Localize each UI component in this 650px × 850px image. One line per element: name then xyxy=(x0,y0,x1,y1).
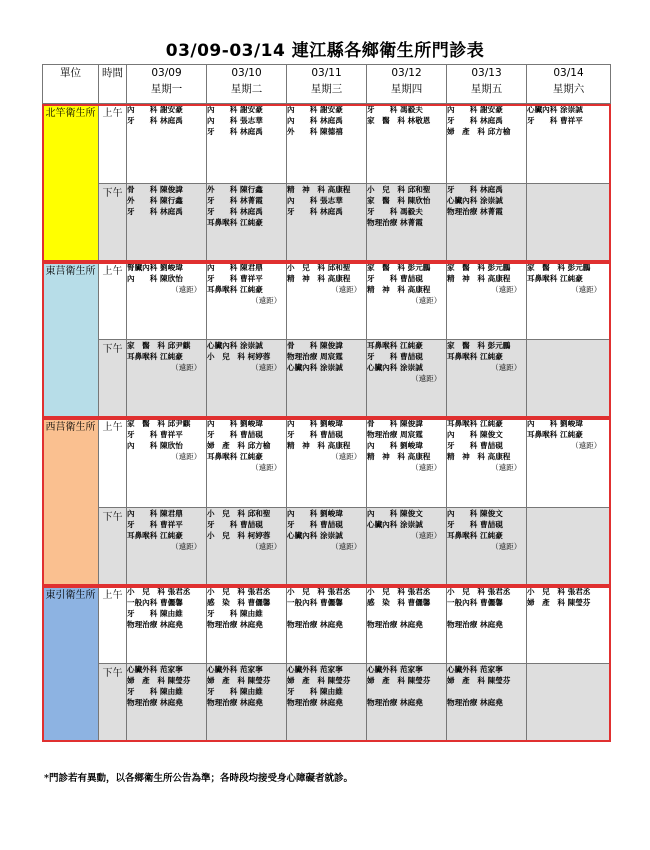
doctor-entry: 牙 科 陳由維 xyxy=(287,687,343,696)
doctor-entry: 耳鼻喉科 江純豪 xyxy=(127,531,183,540)
doctor-entry: 小 兒 科 張君丞 xyxy=(207,587,271,596)
doctor-entry: 心臟外科 范家寧 xyxy=(207,665,263,674)
remote-note: （遠距） xyxy=(171,285,202,294)
schedule-cell xyxy=(207,418,287,508)
day-date: 03/12 xyxy=(391,67,422,79)
doctor-entry: 骨 科 陳俊諱 xyxy=(287,341,343,350)
doctor-entry: 家 醫 科 邱尹麒 xyxy=(127,341,191,350)
doctor-entry: 心臟內科 涂崇誠 xyxy=(287,531,343,540)
afternoon-label: 下午 xyxy=(99,340,127,418)
doctor-entry: 物理治療 林菁霞 xyxy=(447,207,503,216)
doctor-entry: 牙 科 曹祥平 xyxy=(527,116,583,125)
remote-note: （遠距） xyxy=(251,363,282,372)
doctor-entry: 小 兒 科 張君丞 xyxy=(527,587,591,596)
remote-note: （遠距） xyxy=(411,463,442,472)
remote-note: （遠距） xyxy=(251,542,282,551)
doctor-entry: 內 科 劉峻瑋 xyxy=(367,441,423,450)
doctor-entry: 牙 科 曹喆硯 xyxy=(207,430,263,439)
doctor-entry: 婦 產 科 陳瑩芬 xyxy=(287,676,351,685)
remote-note: （遠距） xyxy=(251,463,282,472)
morning-row xyxy=(43,586,611,664)
schedule-cell xyxy=(287,262,367,340)
doctor-entry: 內 科 陳俊文 xyxy=(447,430,503,439)
afternoon-row xyxy=(43,340,611,418)
schedule-cell xyxy=(367,184,447,262)
schedule-cell xyxy=(127,508,207,586)
day-weekday: 星期五 xyxy=(470,83,503,95)
doctor-entry: 牙 科 曹喆硯 xyxy=(447,520,503,529)
doctor-entry xyxy=(447,608,526,619)
schedule-cell xyxy=(127,184,207,262)
schedule-cell xyxy=(367,262,447,340)
doctor-entry: 牙 科 林庭禹 xyxy=(127,207,183,216)
doctor-entry: 牙 科 陳由維 xyxy=(207,609,263,618)
day-date: 03/09 xyxy=(151,67,182,79)
doctor-entry: 牙 科 陳由維 xyxy=(207,687,263,696)
doctor-entry: 一般內科 曹儷馨 xyxy=(287,598,343,607)
doctor-entry: 耳鼻喉科 江純豪 xyxy=(207,218,263,227)
morning-label: 上午 xyxy=(99,104,127,184)
doctor-entry: 小 兒 科 張君丞 xyxy=(127,587,191,596)
doctor-entry: 婦 產 科 陳瑩芬 xyxy=(127,676,191,685)
doctor-entry: 小 兒 科 邱和聖 xyxy=(207,509,271,518)
doctor-entry: 牙 科 林庭禹 xyxy=(127,116,183,125)
doctor-entry: 牙 科 馮毅夫 xyxy=(367,105,423,114)
day-date: 03/11 xyxy=(311,67,342,79)
doctor-entry: 腎臟內科 劉峻瑋 xyxy=(127,263,183,272)
doctor-entry: 精 神 科 高康程 xyxy=(367,452,431,461)
doctor-entry: 內 科 張志華 xyxy=(287,196,343,205)
doctor-entry: 牙 科 林庭禹 xyxy=(447,116,503,125)
morning-row xyxy=(43,418,611,508)
doctor-entry: 物理治療 林庭堯 xyxy=(287,620,343,629)
doctor-entry: 精 神 科 高康程 xyxy=(287,441,351,450)
doctor-entry: 牙 科 曹祥平 xyxy=(127,430,183,439)
doctor-entry: 心臟內科 涂崇誠 xyxy=(367,363,423,372)
schedule-cell xyxy=(447,586,527,664)
doctor-entry: 小 兒 科 張君丞 xyxy=(287,587,351,596)
schedule-cell xyxy=(207,664,287,742)
schedule-cell xyxy=(127,664,207,742)
schedule-cell xyxy=(207,104,287,184)
doctor-entry: 牙 科 林庭禹 xyxy=(207,207,263,216)
day-weekday: 星期三 xyxy=(310,83,343,95)
unit-header: 單位 xyxy=(43,65,99,104)
schedule-cell xyxy=(367,340,447,418)
doctor-entry: 家 醫 科 彭元鵬 xyxy=(367,263,431,272)
doctor-entry: 骨 科 陳俊諱 xyxy=(367,419,423,428)
doctor-entry: 婦 產 科 陳瑩芬 xyxy=(527,598,591,607)
doctor-entry: 牙 科 曹喆硯 xyxy=(287,430,343,439)
remote-note: （遠距） xyxy=(411,531,442,540)
doctor-entry: 一般內科 曹儷馨 xyxy=(447,598,503,607)
schedule-cell xyxy=(367,664,447,742)
doctor-entry: 牙 科 陳由維 xyxy=(127,609,183,618)
remote-note: （遠距） xyxy=(411,296,442,305)
doctor-entry: 耳鼻喉科 江純豪 xyxy=(367,341,423,350)
doctor-entry: 內 科 劉峻瑋 xyxy=(287,509,343,518)
doctor-entry: 牙 科 曹喆硯 xyxy=(447,441,503,450)
day-header xyxy=(207,65,287,104)
doctor-entry: 牙 科 林庭禹 xyxy=(447,185,503,194)
doctor-entry: 婦 產 科 陳瑩芬 xyxy=(207,676,271,685)
afternoon-label: 下午 xyxy=(99,184,127,262)
schedule-cell xyxy=(527,184,611,262)
day-weekday: 星期六 xyxy=(552,83,585,95)
doctor-entry: 精 神 科 高康程 xyxy=(447,452,511,461)
doctor-entry: 婦 產 科 陳瑩芬 xyxy=(367,676,431,685)
doctor-entry: 婦 產 科 陳瑩芬 xyxy=(447,676,511,685)
doctor-entry: 精 神 科 高康程 xyxy=(367,285,431,294)
day-weekday: 星期四 xyxy=(390,83,423,95)
remote-note: （遠距） xyxy=(491,363,522,372)
doctor-entry: 內 科 陳君鼎 xyxy=(207,263,263,272)
remote-note: （遠距） xyxy=(411,374,442,383)
unit-name: 西莒衛生所 xyxy=(43,418,99,586)
doctor-entry: 物理治療 林庭堯 xyxy=(287,698,343,707)
schedule-cell xyxy=(367,418,447,508)
doctor-entry: 物理治療 林庭堯 xyxy=(367,620,423,629)
remote-note: （遠距） xyxy=(491,542,522,551)
remote-note: （遠距） xyxy=(491,285,522,294)
doctor-entry: 心臟外科 范家寧 xyxy=(447,665,503,674)
doctor-entry: 物理治療 林庭堯 xyxy=(207,698,263,707)
day-header xyxy=(447,65,527,104)
day-header xyxy=(367,65,447,104)
doctor-entry: 牙 科 林庭禹 xyxy=(207,127,263,136)
remote-note: （遠距） xyxy=(171,452,202,461)
remote-note: （遠距） xyxy=(571,441,602,450)
afternoon-row xyxy=(43,184,611,262)
doctor-entry: 家 醫 科 林敬恩 xyxy=(367,116,431,125)
doctor-entry: 物理治療 林庭堯 xyxy=(367,698,423,707)
afternoon-label: 下午 xyxy=(99,508,127,586)
doctor-entry: 牙 科 曹祥平 xyxy=(207,274,263,283)
doctor-entry: 內 科 陳俊文 xyxy=(367,509,423,518)
doctor-entry: 物理治療 林庭堯 xyxy=(207,620,263,629)
doctor-entry: 物理治療 林庭堯 xyxy=(127,698,183,707)
doctor-entry: 小 兒 科 邱和聖 xyxy=(367,185,431,194)
schedule-cell xyxy=(527,586,611,664)
morning-label: 上午 xyxy=(99,418,127,508)
doctor-entry: 精 神 科 高康程 xyxy=(287,274,351,283)
doctor-entry: 心臟內科 涂崇誠 xyxy=(527,105,583,114)
day-header xyxy=(527,65,611,104)
doctor-entry: 內 科 謝安豪 xyxy=(287,105,343,114)
doctor-entry: 家 醫 科 邱尹麒 xyxy=(127,419,191,428)
doctor-entry: 內 科 陳欣怡 xyxy=(127,274,183,283)
doctor-entry: 內 科 劉峻瑋 xyxy=(527,419,583,428)
schedule-cell xyxy=(287,184,367,262)
schedule-cell xyxy=(447,664,527,742)
footnote: *門診若有異動，以各鄉衛生所公告為準；各時段均接受身心障礙者就診。 xyxy=(44,773,353,784)
morning-label: 上午 xyxy=(99,586,127,664)
doctor-entry: 牙 科 馮毅夫 xyxy=(367,207,423,216)
doctor-entry: 感 染 科 曹儷馨 xyxy=(367,598,431,607)
doctor-entry xyxy=(447,686,526,697)
morning-row xyxy=(43,262,611,340)
doctor-entry: 心臟外科 范家寧 xyxy=(127,665,183,674)
doctor-entry: 心臟內科 涂崇誠 xyxy=(287,363,343,372)
doctor-entry: 內 科 陳欣怡 xyxy=(127,441,183,450)
day-header xyxy=(127,65,207,104)
doctor-entry: 物理治療 周宸霆 xyxy=(287,352,343,361)
remote-note: （遠距） xyxy=(171,542,202,551)
schedule-cell xyxy=(207,184,287,262)
doctor-entry: 家 醫 科 彭元鵬 xyxy=(527,263,591,272)
schedule-cell xyxy=(127,340,207,418)
doctor-entry: 內 科 劉峻瑋 xyxy=(287,419,343,428)
unit-name: 北竿衛生所 xyxy=(43,104,99,262)
doctor-entry: 牙 科 林菁霞 xyxy=(207,196,263,205)
unit-name: 東引衛生所 xyxy=(43,586,99,742)
doctor-entry: 內 科 陳君鼎 xyxy=(127,509,183,518)
morning-label: 上午 xyxy=(99,262,127,340)
day-weekday: 星期一 xyxy=(150,83,183,95)
schedule-cell xyxy=(527,418,611,508)
unit-name: 東莒衛生所 xyxy=(43,262,99,418)
morning-row xyxy=(43,104,611,184)
schedule-cell xyxy=(127,418,207,508)
doctor-entry: 耳鼻喉科 江純豪 xyxy=(207,285,263,294)
doctor-entry: 耳鼻喉科 江純豪 xyxy=(527,430,583,439)
doctor-entry: 內 科 謝安豪 xyxy=(207,105,263,114)
doctor-entry: 物理治療 林庭堯 xyxy=(447,620,503,629)
doctor-entry: 耳鼻喉科 江純豪 xyxy=(447,352,503,361)
schedule-cell xyxy=(527,664,611,742)
remote-note: （遠距） xyxy=(251,296,282,305)
doctor-entry: 小 兒 科 張君丞 xyxy=(367,587,431,596)
doctor-entry: 物理治療 林庭堯 xyxy=(127,620,183,629)
schedule-cell xyxy=(367,104,447,184)
schedule-cell xyxy=(527,262,611,340)
doctor-entry: 牙 科 曹喆硯 xyxy=(367,352,423,361)
day-date: 03/13 xyxy=(471,67,502,79)
doctor-entry: 物理治療 林庭堯 xyxy=(447,698,503,707)
schedule-cell xyxy=(127,104,207,184)
schedule-cell xyxy=(207,508,287,586)
afternoon-label: 下午 xyxy=(99,664,127,742)
doctor-entry: 感 染 科 曹儷馨 xyxy=(207,598,271,607)
page-title: 03/09-03/14 連江縣各鄉衛生所門診表 xyxy=(165,41,485,61)
doctor-entry: 牙 科 林庭禹 xyxy=(287,207,343,216)
doctor-entry: 心臟內科 涂崇誠 xyxy=(367,520,423,529)
doctor-entry: 精 神 科 高康程 xyxy=(287,185,351,194)
doctor-entry: 外 科 陳德禧 xyxy=(287,127,343,136)
schedule-cell xyxy=(287,586,367,664)
doctor-entry: 牙 科 曹喆硯 xyxy=(207,520,263,529)
afternoon-row xyxy=(43,508,611,586)
schedule-cell xyxy=(287,664,367,742)
schedule-cell xyxy=(367,586,447,664)
doctor-entry: 耳鼻喉科 江純豪 xyxy=(447,531,503,540)
doctor-entry: 牙 科 曹喆硯 xyxy=(367,274,423,283)
schedule-cell xyxy=(527,340,611,418)
doctor-entry: 內 科 謝安豪 xyxy=(127,105,183,114)
doctor-entry: 心臟外科 范家寧 xyxy=(287,665,343,674)
doctor-entry: 婦 產 科 邱方榆 xyxy=(447,127,511,136)
doctor-entry: 內 科 謝安豪 xyxy=(447,105,503,114)
doctor-entry: 外 科 陳行鑫 xyxy=(207,185,263,194)
schedule-cell xyxy=(287,104,367,184)
doctor-entry: 小 兒 科 柯婷蓉 xyxy=(207,352,271,361)
schedule-cell xyxy=(287,418,367,508)
day-date: 03/14 xyxy=(553,67,584,79)
remote-note: （遠距） xyxy=(491,463,522,472)
doctor-entry: 小 兒 科 張君丞 xyxy=(447,587,511,596)
schedule-cell xyxy=(447,184,527,262)
day-weekday: 星期二 xyxy=(230,83,263,95)
schedule-cell xyxy=(447,104,527,184)
doctor-entry: 婦 產 科 邱方榆 xyxy=(207,441,271,450)
doctor-entry: 內 科 林庭禹 xyxy=(287,116,343,125)
doctor-entry: 耳鼻喉科 江純豪 xyxy=(527,274,583,283)
remote-note: （遠距） xyxy=(331,452,362,461)
period-header: 時間 xyxy=(99,65,127,104)
schedule-cell xyxy=(447,262,527,340)
schedule-cell xyxy=(367,508,447,586)
remote-note: （遠距） xyxy=(571,285,602,294)
remote-note: （遠距） xyxy=(331,542,362,551)
doctor-entry: 牙 科 曹喆硯 xyxy=(287,520,343,529)
doctor-entry: 內 科 劉峻瑋 xyxy=(207,419,263,428)
schedule-cell xyxy=(287,340,367,418)
remote-note: （遠距） xyxy=(171,363,202,372)
afternoon-row xyxy=(43,664,611,742)
doctor-entry: 家 醫 科 彭元鵬 xyxy=(447,341,511,350)
doctor-entry: 牙 科 陳由維 xyxy=(127,687,183,696)
clinic-schedule-table xyxy=(42,64,611,742)
schedule-cell xyxy=(127,262,207,340)
doctor-entry xyxy=(367,686,446,697)
doctor-entry: 耳鼻喉科 江純豪 xyxy=(207,452,263,461)
schedule-cell xyxy=(287,508,367,586)
day-header xyxy=(287,65,367,104)
doctor-entry: 家 醫 科 陳欣怡 xyxy=(367,196,431,205)
day-date: 03/10 xyxy=(231,67,262,79)
schedule-cell xyxy=(527,104,611,184)
doctor-entry: 家 醫 科 彭元鵬 xyxy=(447,263,511,272)
schedule-cell xyxy=(207,340,287,418)
doctor-entry: 小 兒 科 柯婷蓉 xyxy=(207,531,271,540)
doctor-entry: 物理治療 周宸霆 xyxy=(367,430,423,439)
doctor-entry: 小 兒 科 邱和聖 xyxy=(287,263,351,272)
schedule-cell xyxy=(127,586,207,664)
doctor-entry xyxy=(287,608,366,619)
doctor-entry: 心臟內科 涂崇誠 xyxy=(207,341,263,350)
doctor-entry: 心臟外科 范家寧 xyxy=(367,665,423,674)
doctor-entry: 耳鼻喉科 江純豪 xyxy=(447,419,503,428)
schedule-cell xyxy=(447,418,527,508)
doctor-entry: 骨 科 陳俊諱 xyxy=(127,185,183,194)
doctor-entry: 物理治療 林菁霞 xyxy=(367,218,423,227)
header-row xyxy=(43,65,611,104)
doctor-entry: 一般內科 曹儷馨 xyxy=(127,598,183,607)
doctor-entry: 牙 科 曹祥平 xyxy=(127,520,183,529)
schedule-cell xyxy=(447,340,527,418)
doctor-entry: 內 科 陳俊文 xyxy=(447,509,503,518)
doctor-entry: 耳鼻喉科 江純豪 xyxy=(127,352,183,361)
schedule-cell xyxy=(207,586,287,664)
schedule-cell xyxy=(207,262,287,340)
schedule-cell xyxy=(447,508,527,586)
doctor-entry: 內 科 張志華 xyxy=(207,116,263,125)
doctor-entry: 外 科 陳行鑫 xyxy=(127,196,183,205)
doctor-entry: 心臟內科 涂崇誠 xyxy=(447,196,503,205)
schedule-cell xyxy=(527,508,611,586)
doctor-entry xyxy=(367,608,446,619)
doctor-entry: 精 神 科 高康程 xyxy=(447,274,511,283)
remote-note: （遠距） xyxy=(331,285,362,294)
